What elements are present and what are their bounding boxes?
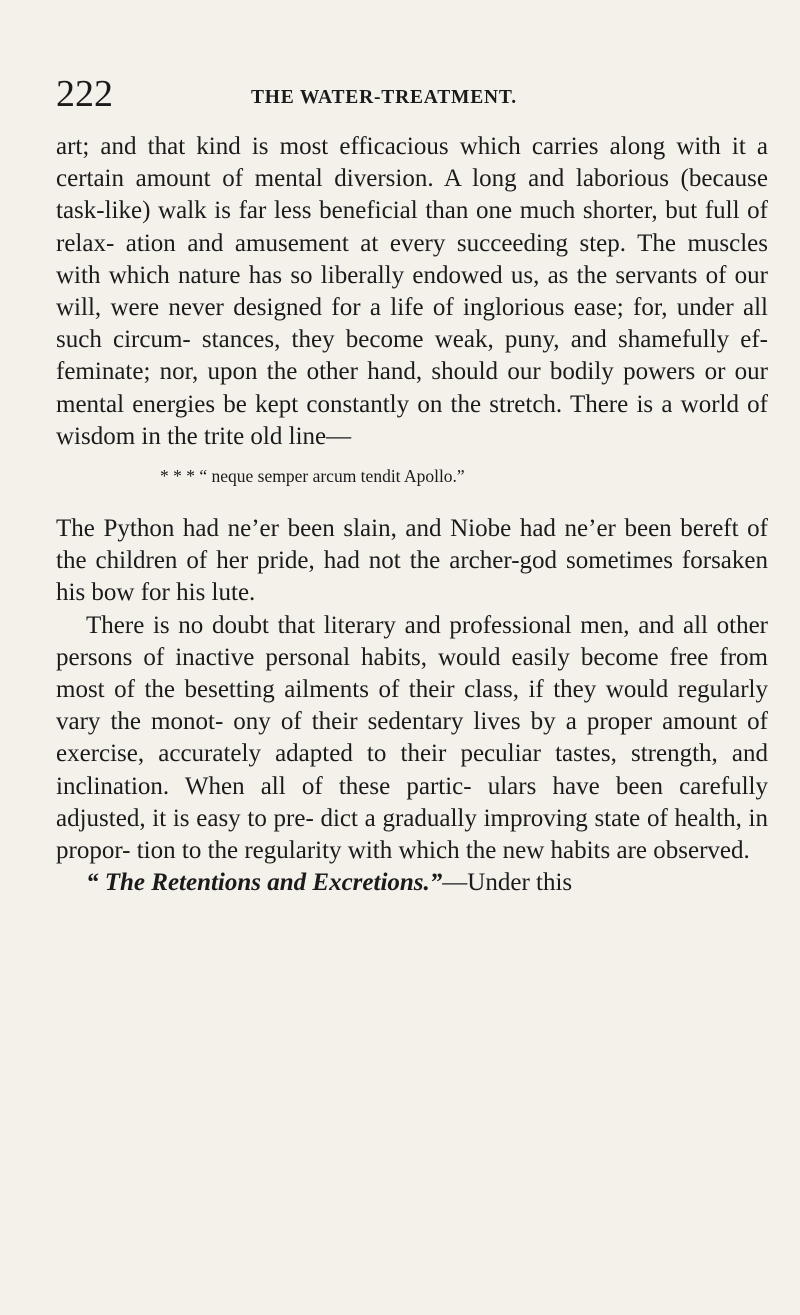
latin-quotation: * * * “ neque semper arcum tendit Apollo.”: [160, 466, 465, 487]
running-title: THE WATER-TREATMENT.: [251, 87, 517, 108]
paragraph-2: The Python had ne’er been slain, and Niobe had ne’er been bereft of the children of her pride, had not the archer-god sometimes forsaken his bow for his lute.: [56, 515, 768, 607]
running-head: [56, 74, 756, 124]
paragraph-3: There is no doubt that literary and professional men, and all other persons of inactive personal habits, would easily become free from most of the besetting ailments of their class, if they would regularly vary the monot- ony of their sedentary lives by a proper amount of exercise, accurately adapted to their peculiar tastes, strength, and inclination. When all of these partic- ulars have been carefully adjusted, it is easy to pre- dict a gradually improving state of health, in propor- tion to the regularity with which the new habits are observed.: [56, 611, 768, 865]
paragraph-1: art; and that kind is most efficacious which carries along with it a certain amount of mental diversion. A long and laborious (because task-like) walk is far less beneficial than one much shorter, but full of relax- ation and amusement at every succeeding step. The muscles with which nature has so liberally endowed us, as the servants of our will, were never designed for a life of inglorious ease; for, under all such circum- stances, they become weak, puny, and shamefully ef- feminate; nor, upon the other hand, should our bodily powers or our mental energies be kept constantly on the stretch. There is a world of wisdom in the trite old line—: [56, 133, 768, 450]
page-number: 222: [56, 73, 113, 115]
page-body: [56, 131, 768, 899]
section-heading-italic: “ The Retentions and Excretions.”: [86, 869, 443, 897]
paragraph-4-text: —Under this: [442, 869, 573, 897]
paragraph-4: [56, 867, 768, 899]
